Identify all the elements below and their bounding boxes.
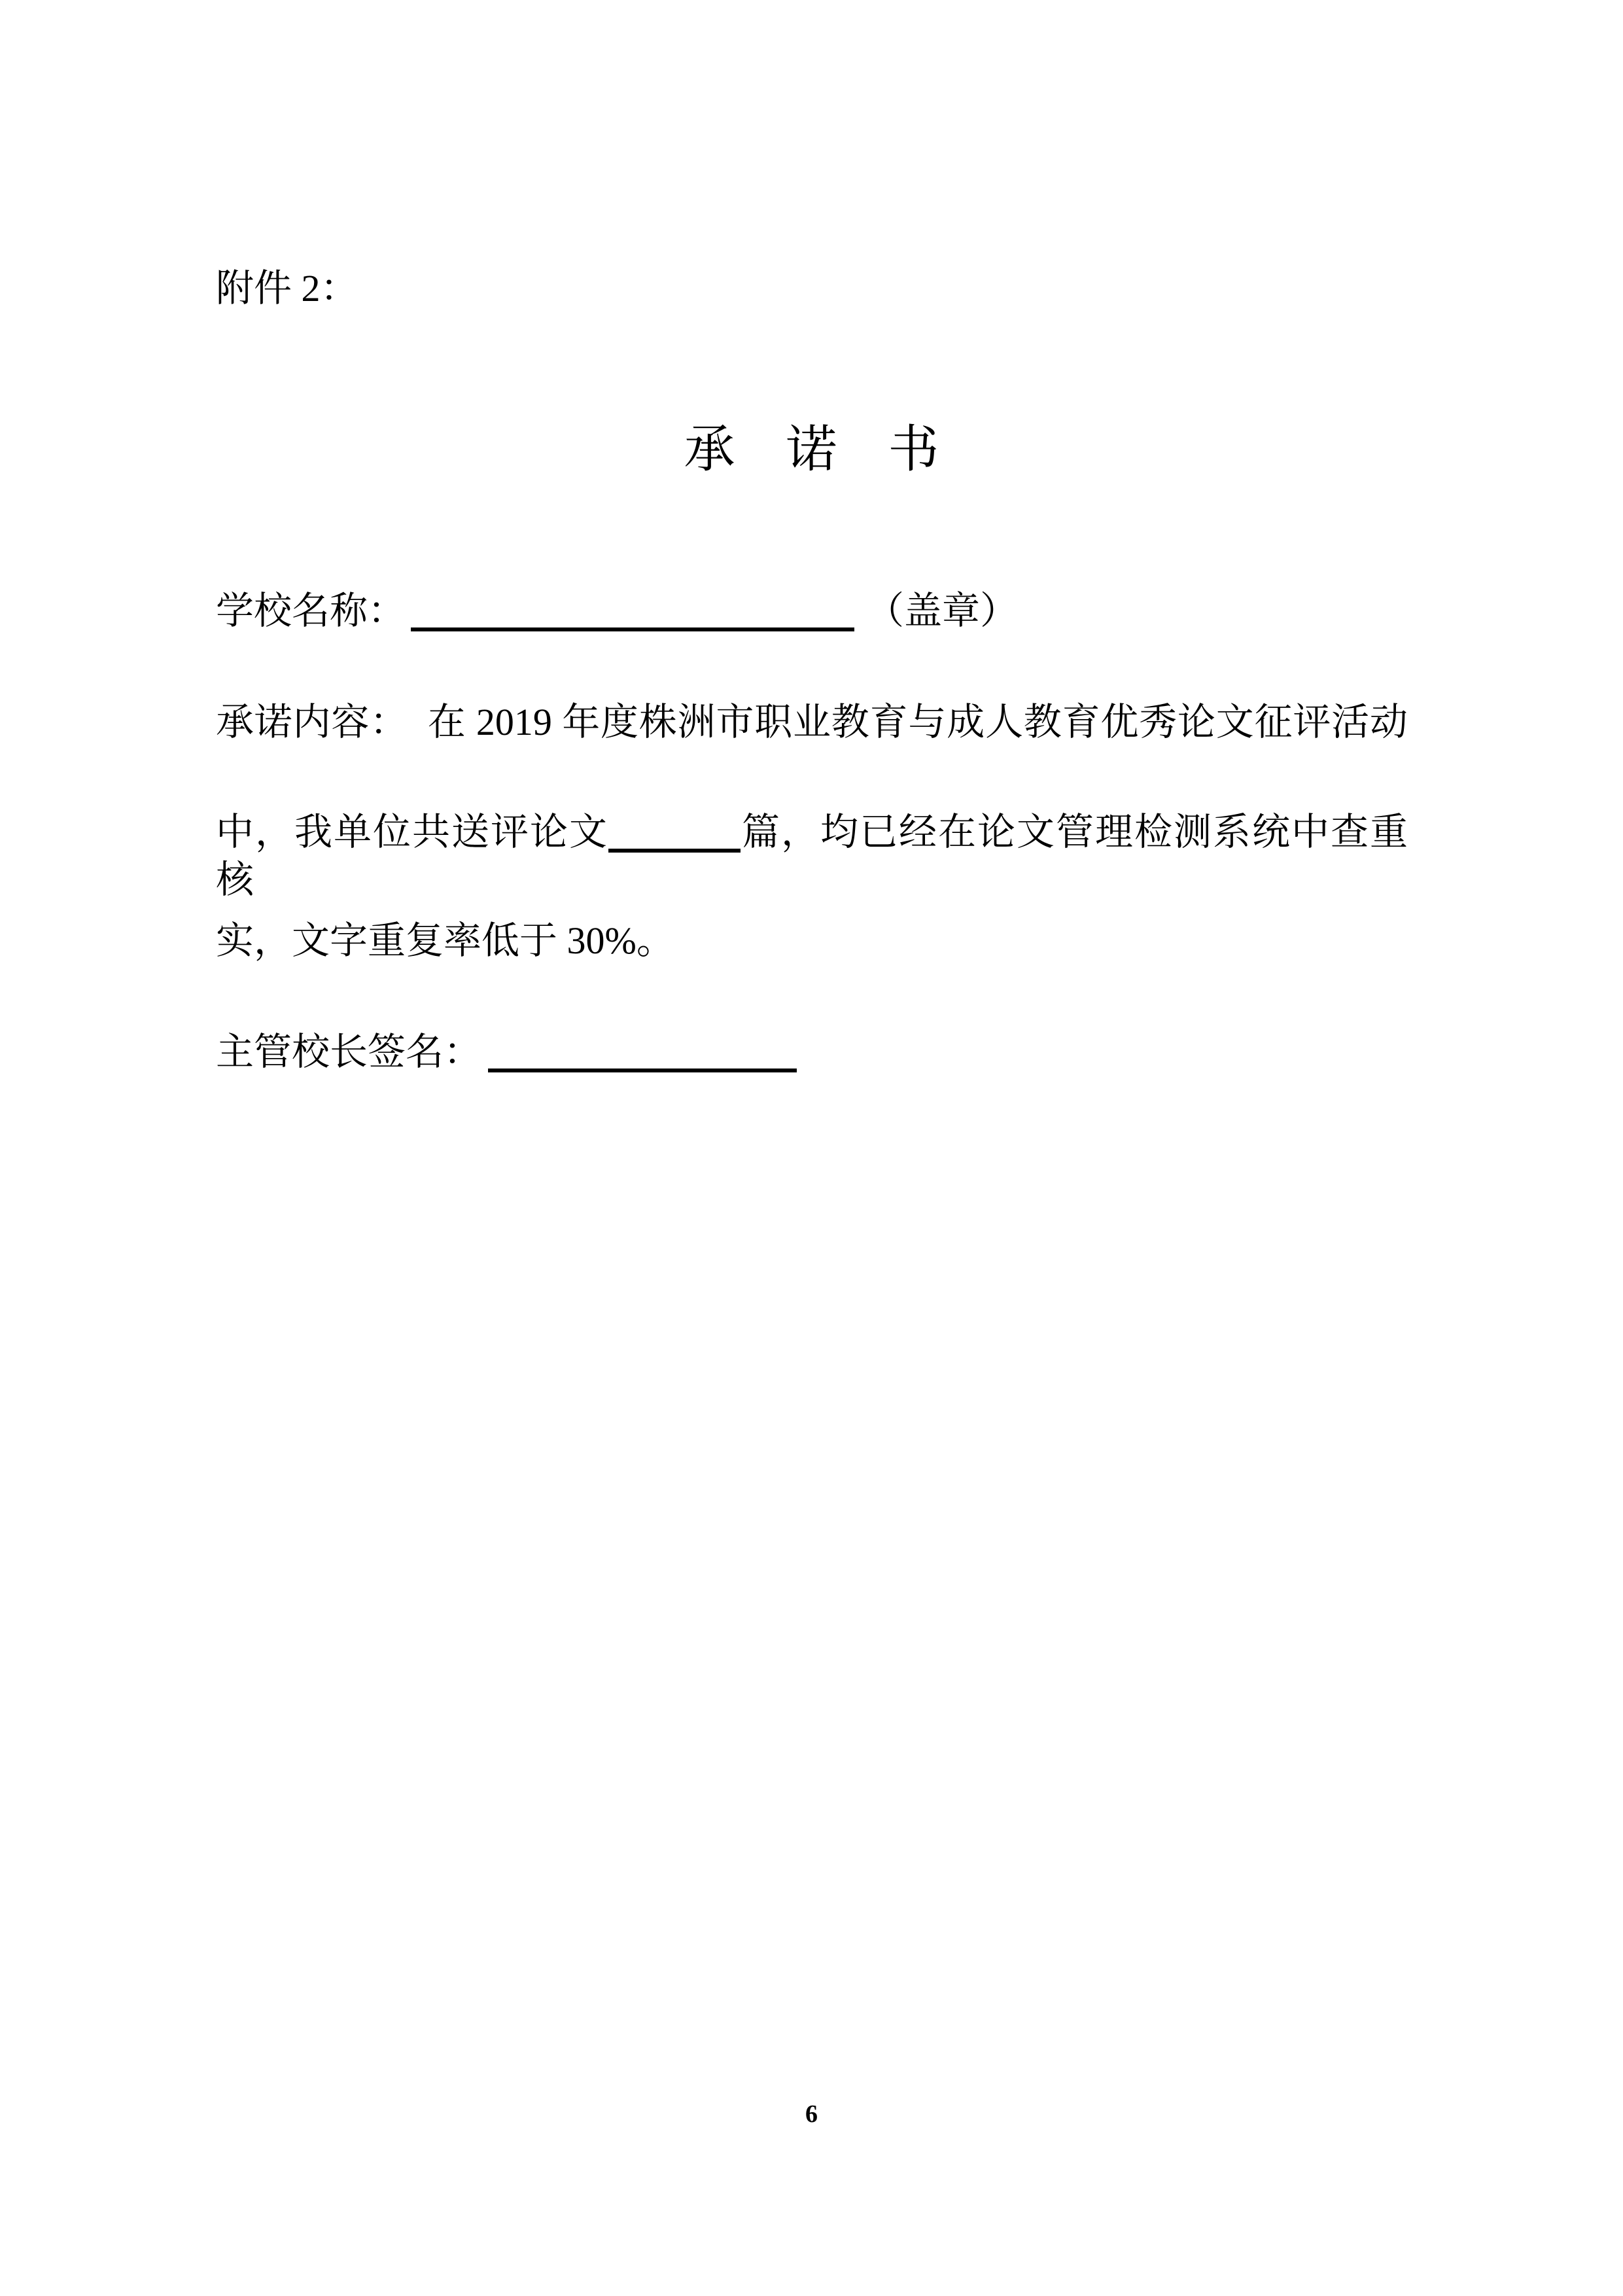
signature-label: 主管校长签名： bbox=[216, 1031, 482, 1073]
commitment-paragraph-line-1: 承诺内容： 在 2019 年度株洲市职业教育与成人教育优秀论文征评活动 bbox=[216, 701, 1408, 743]
school-name-line bbox=[216, 588, 1018, 635]
paper-count-text-before: 中，我单位共送评论文 bbox=[216, 811, 608, 853]
attachment-label: 附件 2： bbox=[216, 267, 358, 309]
signature-blank bbox=[488, 1069, 797, 1072]
signature-line bbox=[216, 1029, 797, 1076]
school-name-blank bbox=[411, 627, 854, 631]
commitment-paragraph-line-3: 实，文字重复率低于 30%。 bbox=[216, 919, 674, 962]
school-name-label: 学校名称： bbox=[216, 590, 406, 632]
paper-count-text-after: 篇，均已经在论文管理检测系统中查重核 bbox=[216, 811, 1408, 901]
commitment-paragraph-line-2 bbox=[216, 809, 1408, 904]
paper-count-blank bbox=[608, 849, 741, 853]
page-title: 承 诺 书 bbox=[684, 421, 939, 478]
page-number: 6 bbox=[805, 2100, 818, 2128]
seal-label: （盖章） bbox=[866, 590, 1019, 632]
